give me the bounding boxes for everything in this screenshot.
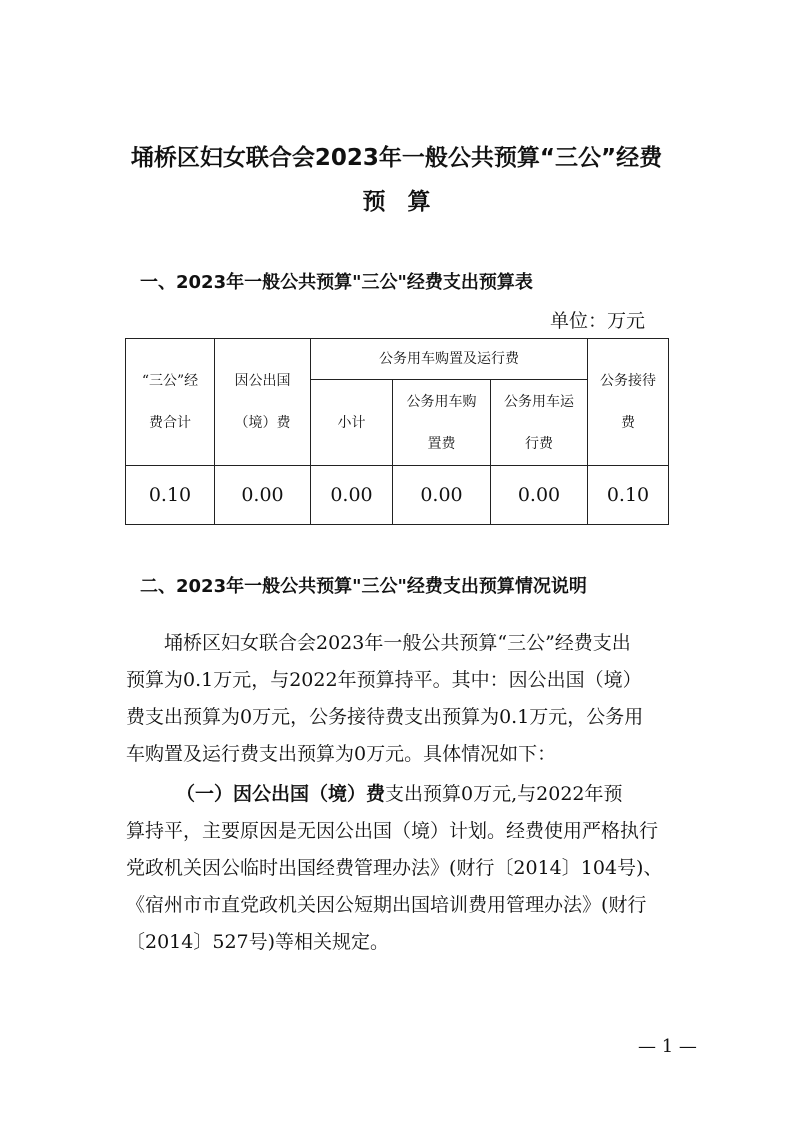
section1-heading: 一、2023年一般公共预算"三公"经费支出预算表	[140, 272, 533, 293]
header-purchase-line2: 置费	[427, 435, 456, 452]
unit-label: 单位：万元	[550, 310, 646, 332]
paragraph-line: 党政机关因公临时出国经费管理办法》(财行〔2014〕104号)、	[126, 857, 663, 879]
subsection-lead: （一）因公出国（境）费	[176, 783, 386, 805]
abroad-expense-paragraph	[126, 776, 686, 961]
budget-table	[125, 338, 669, 525]
value-running: 0.00	[491, 466, 588, 525]
document-title-line1: 埇桥区妇女联合会2023年一般公共预算“三公”经费	[130, 145, 663, 171]
header-total-line2: 费合计	[149, 415, 191, 431]
header-running-line1: 公务用车运	[504, 393, 574, 410]
paragraph-line: 《宿州市市直党政机关因公短期出国培训费用管理办法》(财行	[126, 894, 647, 916]
header-purchase-line1: 公务用车购	[406, 393, 477, 410]
paragraph-line-text: 支出预算0万元,与2022年预	[385, 783, 623, 805]
header-running	[491, 380, 588, 466]
explanation-paragraph	[126, 625, 686, 773]
header-reception-line2: 费	[621, 415, 635, 431]
header-abroad-line2: （境）费	[234, 415, 291, 431]
header-subtotal: 小计	[311, 380, 393, 466]
value-purchase: 0.00	[393, 466, 491, 525]
document-title-line2: 预算	[362, 189, 453, 215]
paragraph-line: 费支出预算为0万元，公务接待费支出预算为0.1万元，公务用	[126, 706, 644, 728]
header-total	[126, 339, 215, 466]
value-reception: 0.10	[588, 466, 669, 525]
section2-heading: 二、2023年一般公共预算"三公"经费支出预算情况说明	[140, 576, 587, 597]
header-reception	[588, 339, 669, 466]
header-abroad	[215, 339, 311, 466]
value-subtotal: 0.00	[311, 466, 393, 525]
value-total: 0.10	[126, 466, 215, 525]
page-number: — 1 —	[638, 1036, 697, 1057]
paragraph-line: 算持平，主要原因是无因公出国（境）计划。经费使用严格执行	[126, 820, 659, 842]
header-abroad-line1: 因公出国	[234, 373, 291, 389]
value-abroad: 0.00	[215, 466, 311, 525]
header-running-line2: 行费	[525, 435, 553, 452]
paragraph-line: 〔2014〕527号)等相关规定。	[126, 931, 390, 953]
header-vehicle: 公务用车购置及运行费	[311, 339, 588, 380]
paragraph-line: 预算为0.1万元，与2022年预算持平。其中：因公出国（境）	[126, 669, 642, 691]
paragraph-line: 车购置及运行费支出预算为0万元。具体情况如下：	[126, 743, 557, 765]
paragraph-line	[126, 776, 686, 813]
paragraph-line: 埇桥区妇女联合会2023年一般公共预算“三公”经费支出	[164, 632, 631, 654]
header-reception-line1: 公务接待	[600, 373, 656, 389]
header-purchase	[393, 380, 491, 466]
header-total-line1: “三公”经	[141, 373, 199, 389]
